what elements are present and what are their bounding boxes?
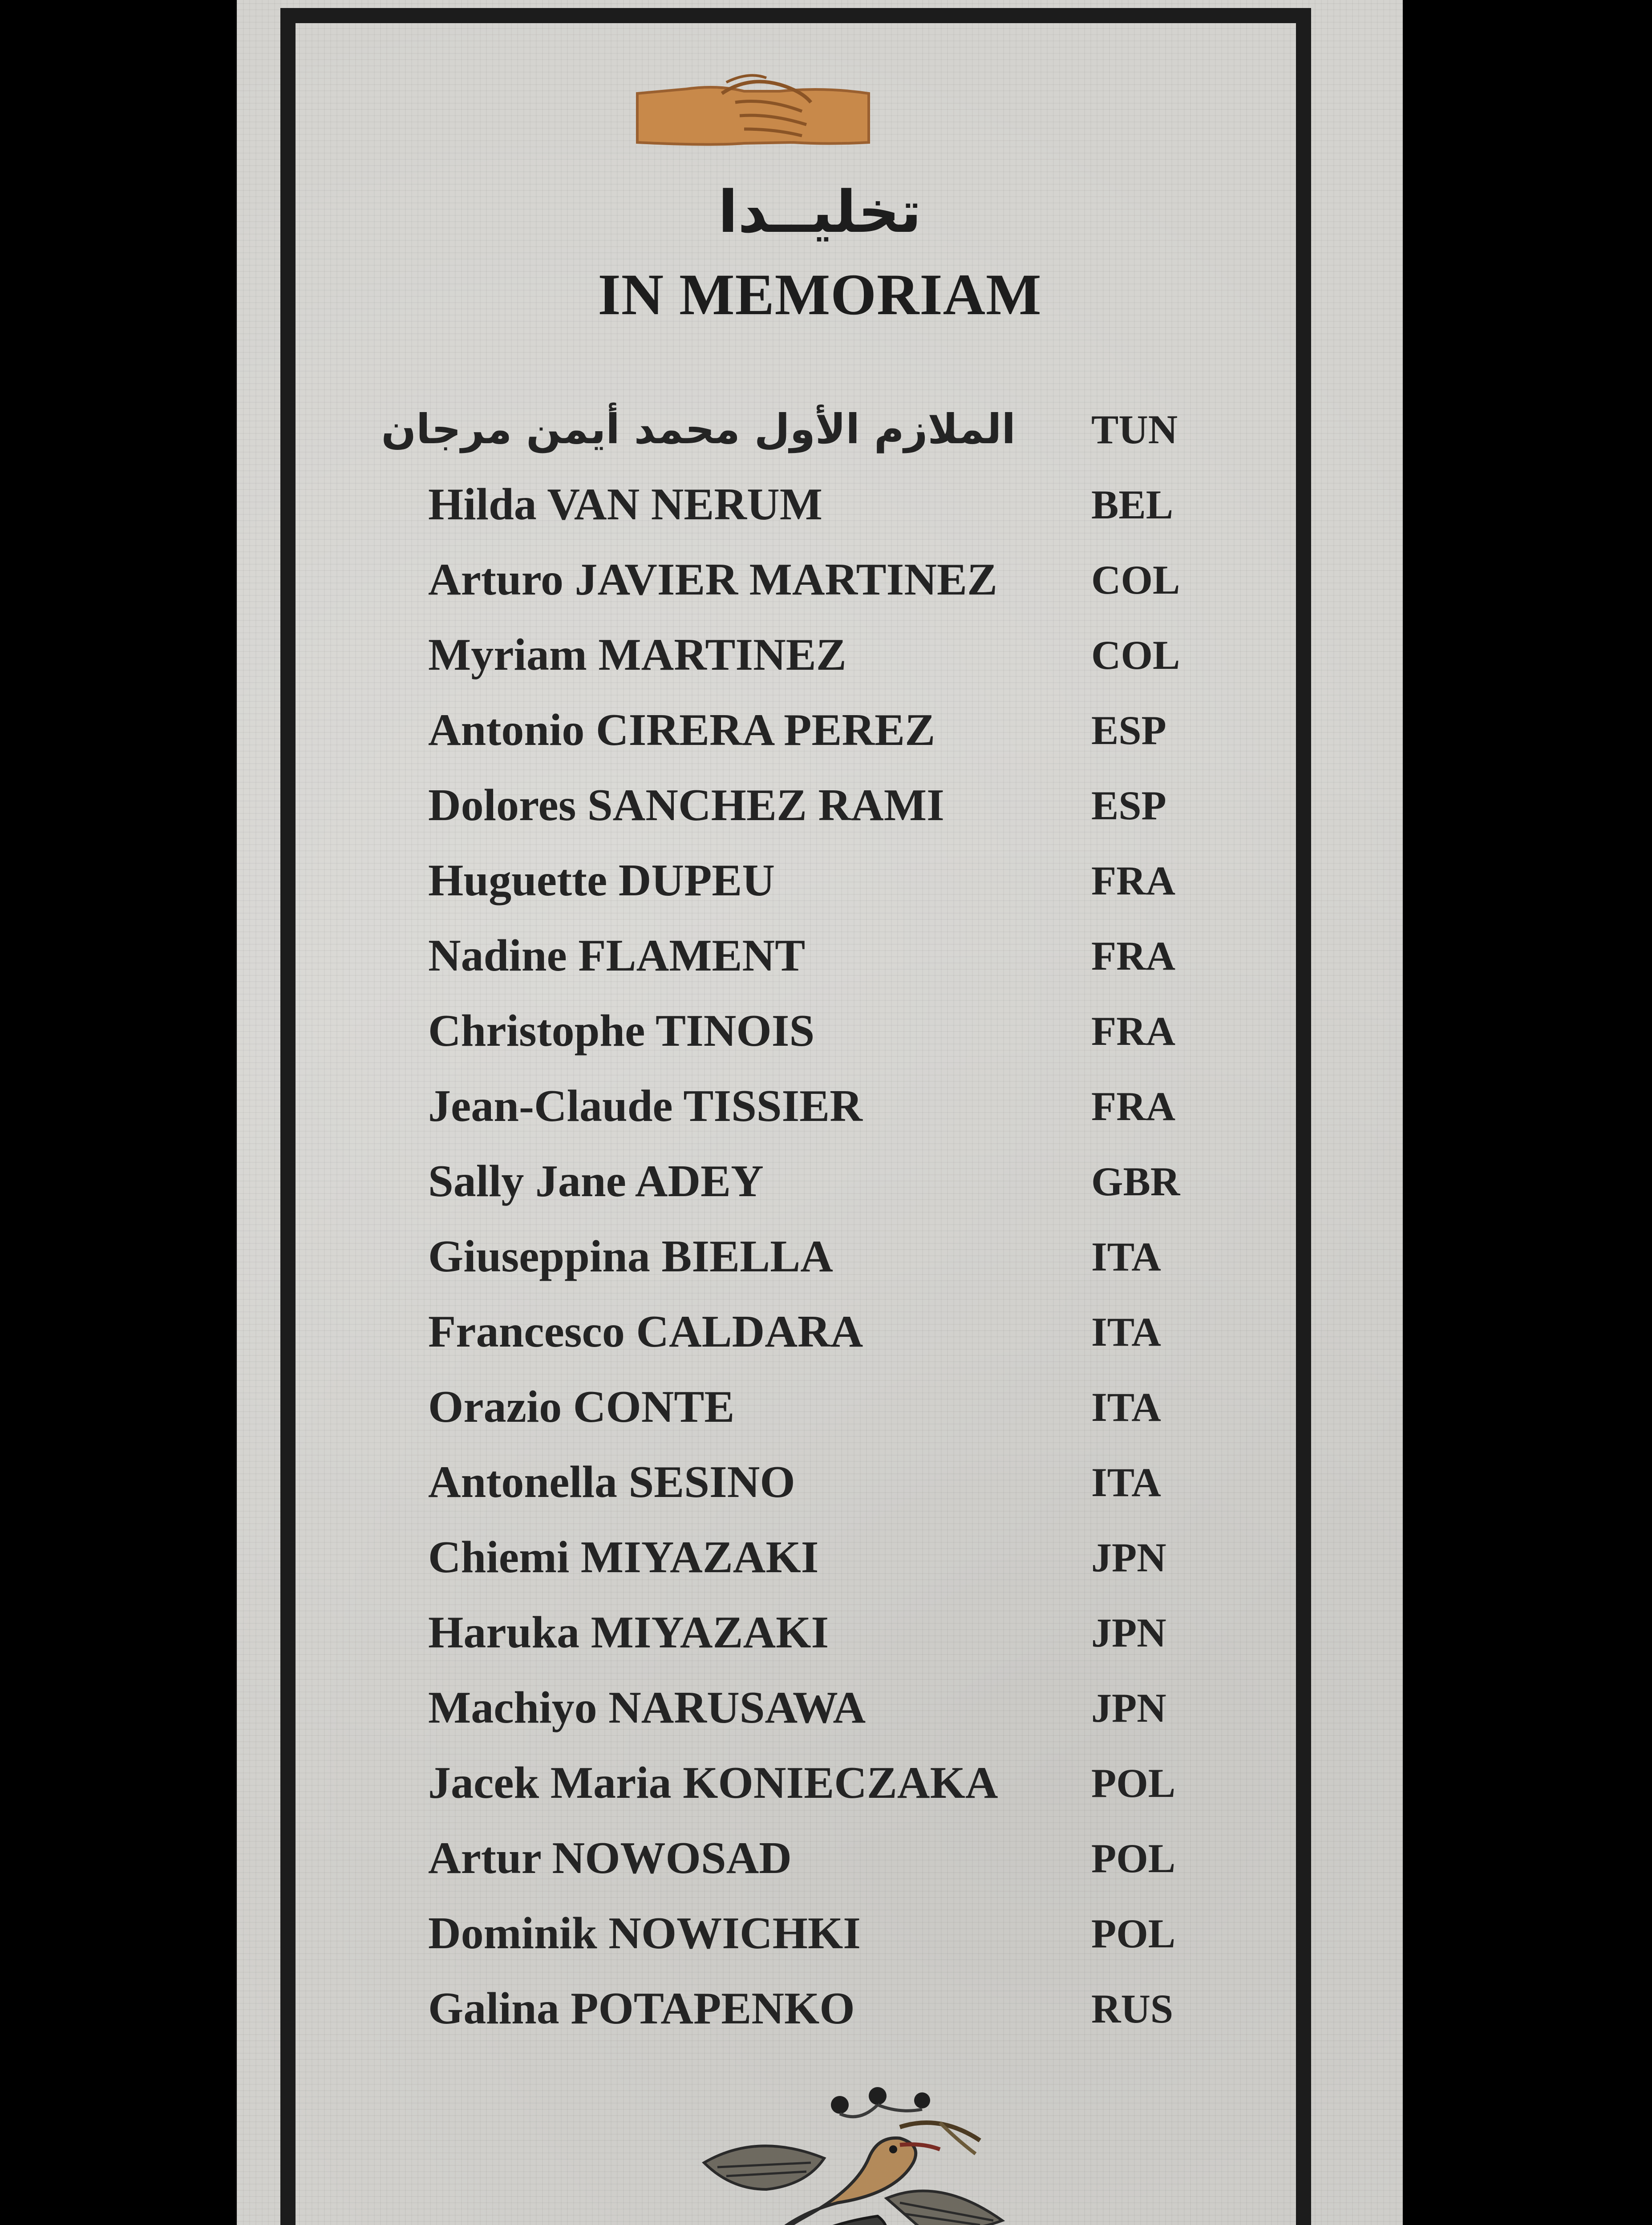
victim-name: Jacek Maria KONIECZAKA: [428, 1758, 998, 1808]
victim-name: Chiemi MIYAZAKI: [428, 1532, 819, 1582]
victim-name: Nadine FLAMENT: [428, 930, 806, 981]
victim-row: [428, 927, 1461, 1002]
victim-row: [428, 1679, 1461, 1754]
victim-country: GBR: [1091, 1159, 1180, 1204]
victim-country: JPN: [1091, 1535, 1166, 1580]
victim-name: Galina POTAPENKO: [428, 1983, 855, 2034]
victim-country: ITA: [1091, 1460, 1161, 1505]
victim-name: Arturo JAVIER MARTINEZ: [428, 554, 998, 605]
clasped-hands-icon: [633, 67, 873, 160]
victim-country: ESP: [1091, 708, 1166, 753]
victim-row: [428, 626, 1461, 701]
victim-country: FRA: [1091, 858, 1176, 903]
victim-row: [428, 852, 1461, 927]
victim-name: Antonio CIRERA PEREZ: [428, 705, 935, 755]
victim-list: [381, 400, 1461, 2055]
victim-country: POL: [1091, 1836, 1176, 1881]
victim-name: Antonella SESINO: [428, 1457, 795, 1507]
victim-country: TUN: [1091, 407, 1178, 452]
victim-country: ITA: [1091, 1309, 1161, 1355]
victim-country: ITA: [1091, 1234, 1161, 1279]
victim-name: Machiyo NARUSAWA: [428, 1683, 866, 1733]
victim-row: [428, 777, 1461, 852]
victim-name: Artur NOWOSAD: [428, 1833, 792, 1883]
victim-name: Giuseppina BIELLA: [428, 1231, 833, 1282]
victim-name: Christophe TINOIS: [428, 1006, 815, 1056]
victim-row: [428, 1228, 1461, 1303]
victim-row: [428, 1905, 1461, 1980]
memorial-plaque: [237, 0, 1403, 2225]
victim-row: [381, 400, 1461, 476]
victim-row: [428, 701, 1461, 777]
victim-name: Orazio CONTE: [428, 1382, 735, 1432]
victim-name: Dolores SANCHEZ RAMI: [428, 780, 944, 830]
victim-name: Myriam MARTINEZ: [428, 630, 846, 680]
victim-row: [428, 1453, 1461, 1529]
victim-name: Haruka MIYAZAKI: [428, 1607, 829, 1658]
victim-name: Huguette DUPEU: [428, 855, 775, 906]
victim-name: Sally Jane ADEY: [428, 1156, 764, 1206]
victim-name: Francesco CALDARA: [428, 1307, 863, 1357]
victim-country: FRA: [1091, 1084, 1176, 1129]
victim-row: [428, 1604, 1461, 1679]
victim-row: [428, 1829, 1461, 1905]
victim-row: [428, 1002, 1461, 1077]
victim-country: FRA: [1091, 933, 1176, 979]
title-arabic: تخليــدا: [718, 178, 922, 246]
victim-name: Dominik NOWICHKI: [428, 1908, 861, 1958]
victim-country: COL: [1091, 557, 1180, 603]
victim-country: POL: [1091, 1911, 1176, 1956]
victim-row: [428, 1754, 1461, 1829]
victim-country: RUS: [1091, 1986, 1174, 2031]
victim-country: ESP: [1091, 783, 1166, 828]
victim-country: JPN: [1091, 1610, 1166, 1655]
victim-country: COL: [1091, 632, 1180, 678]
victim-country: JPN: [1091, 1685, 1166, 1731]
victim-row: [428, 1378, 1461, 1453]
victim-country: POL: [1091, 1760, 1176, 1806]
victim-country: FRA: [1091, 1008, 1176, 1054]
bird-mosaic-icon: [691, 2087, 1011, 2225]
victim-row: [428, 476, 1461, 551]
victim-country: BEL: [1091, 482, 1174, 527]
victim-country: ITA: [1091, 1384, 1161, 1430]
victim-name: الملازم الأول محمد أيمن مرجان: [381, 405, 1016, 453]
victim-row: [428, 1529, 1461, 1604]
victim-row: [428, 1980, 1461, 2055]
victim-row: [428, 1077, 1461, 1153]
title: IN MEMORIAM: [598, 262, 1042, 327]
victim-row: [428, 551, 1461, 626]
victim-name: Hilda VAN NERUM: [428, 479, 823, 530]
victim-row: [428, 1303, 1461, 1378]
victim-row: [428, 1153, 1461, 1228]
victim-name: Jean-Claude TISSIER: [428, 1081, 862, 1131]
